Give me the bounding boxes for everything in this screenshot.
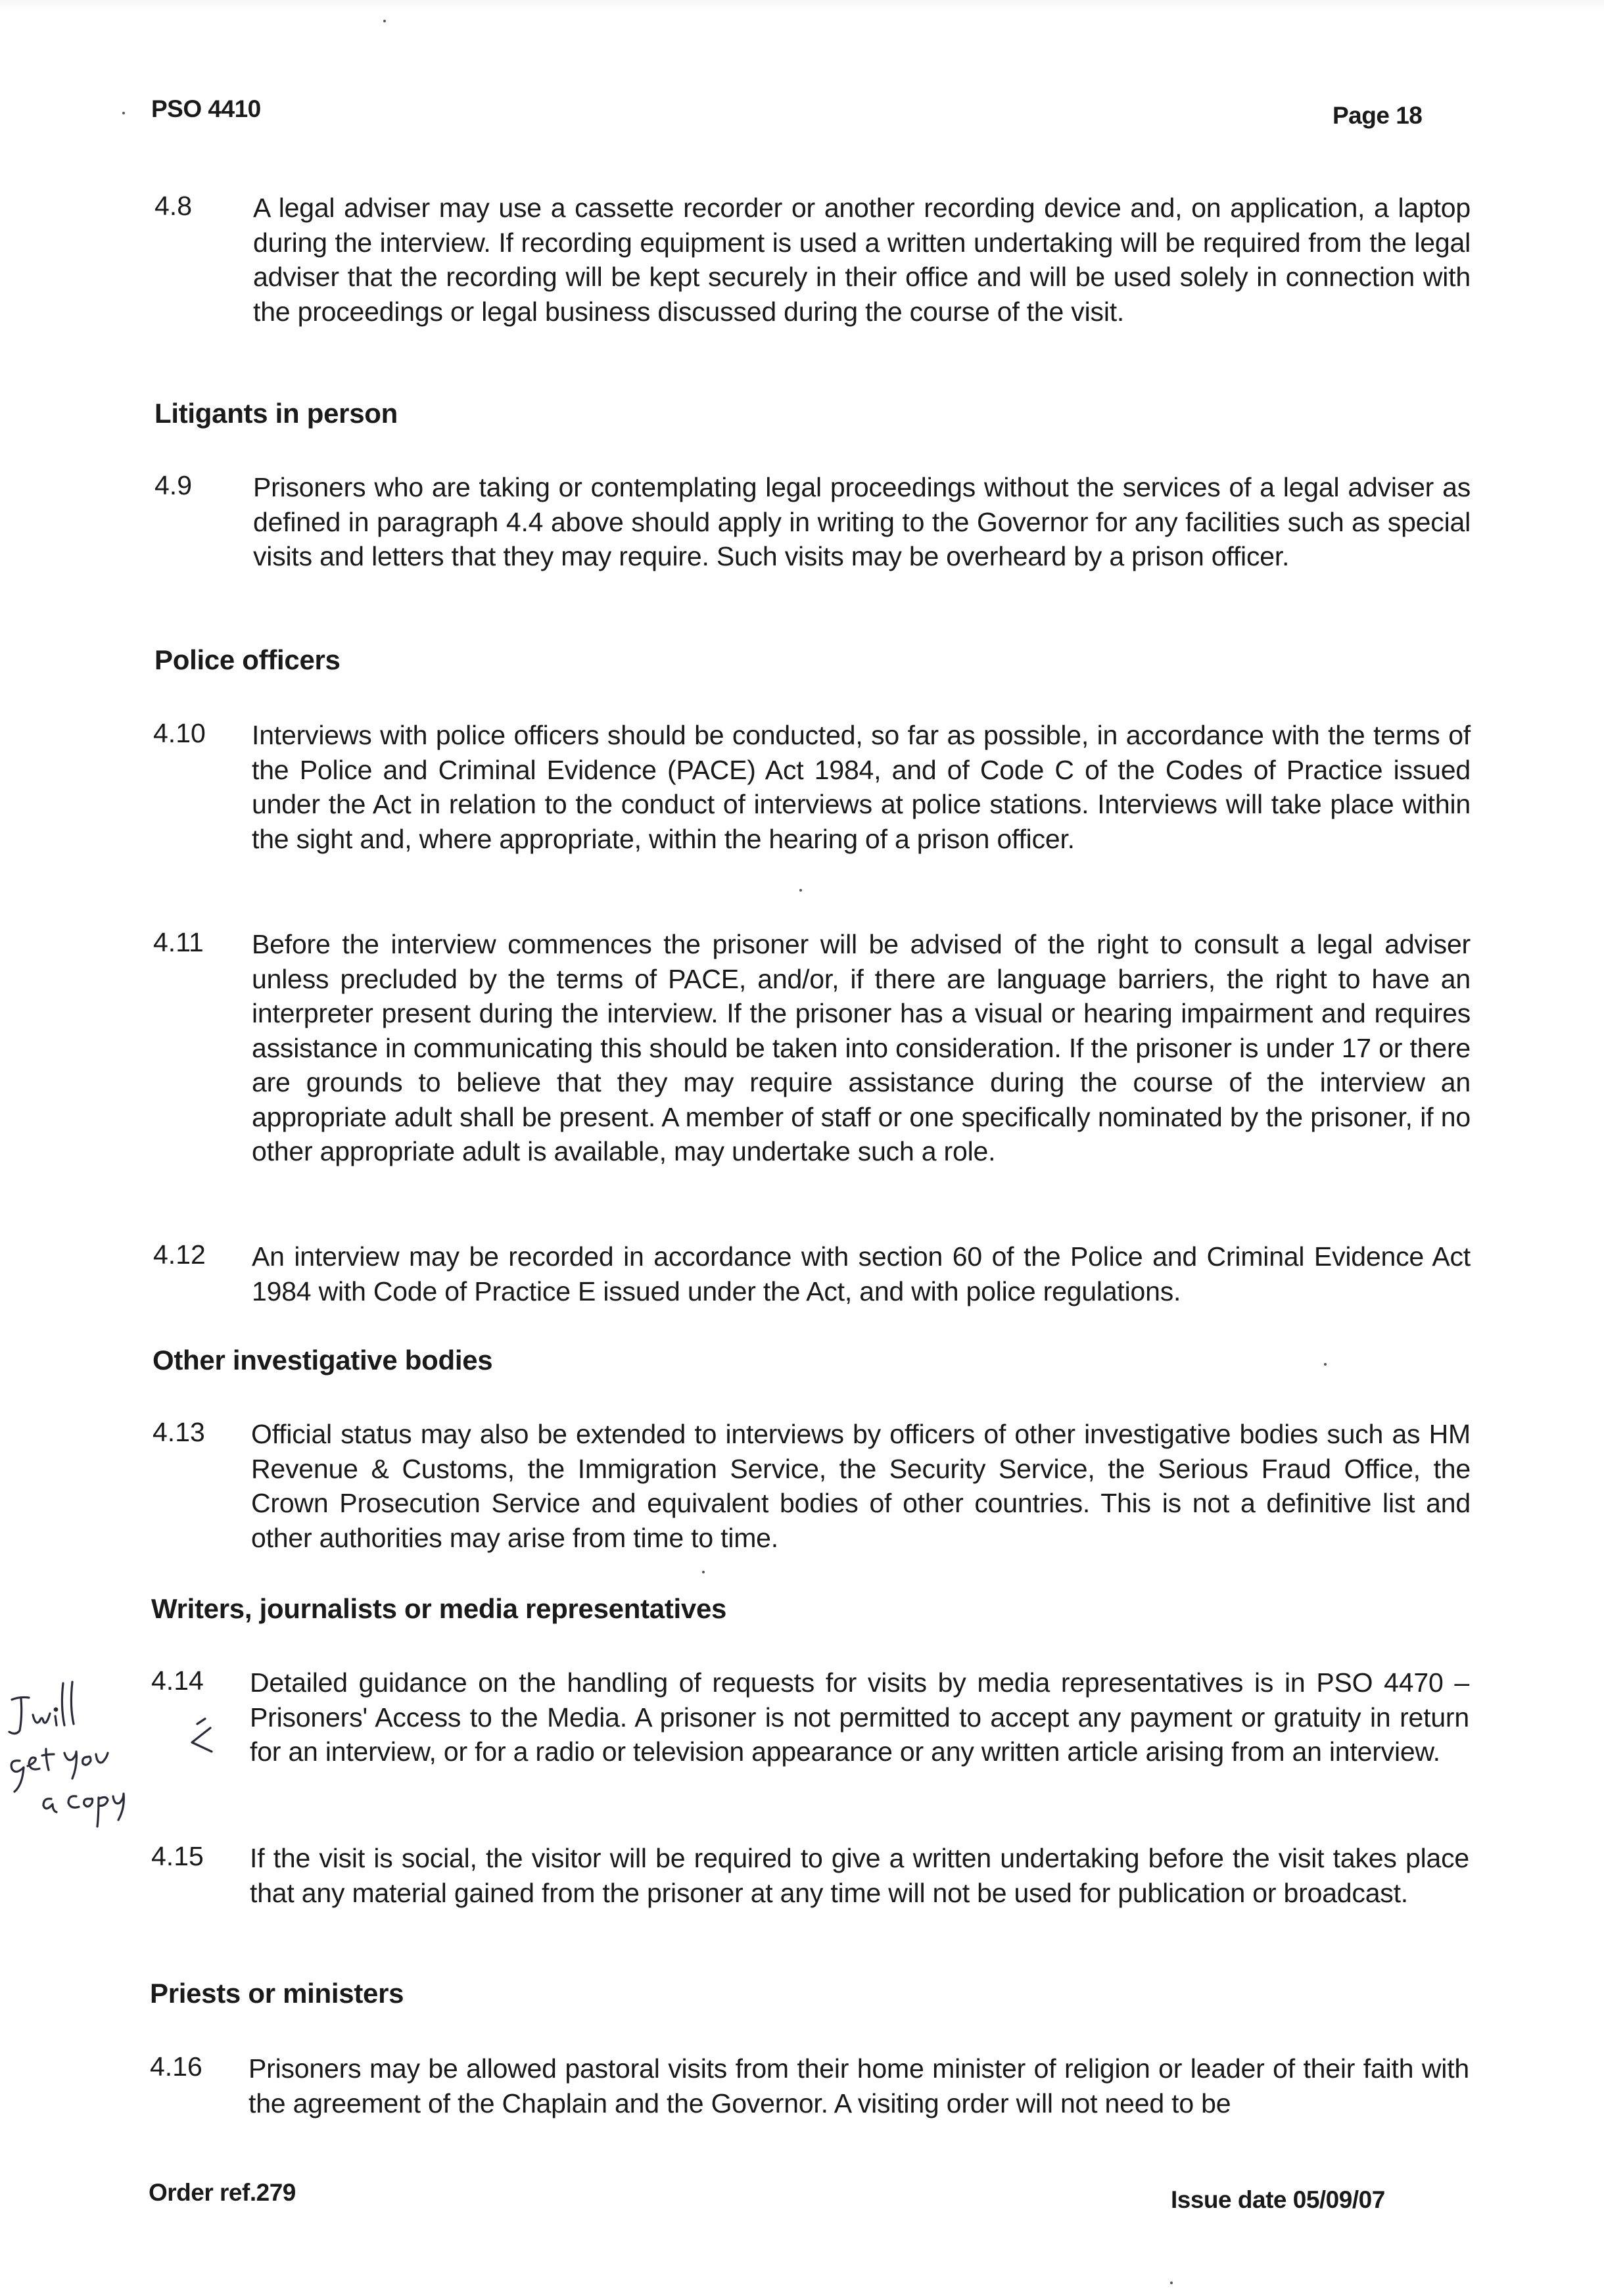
paragraph-number-4-13: 4.13 xyxy=(153,1417,205,1447)
paragraph-4-16: Prisoners may be allowed pastoral visits from their home minister of religion or leader of their faith with the agreement of the Chaplain and the Governor. A visiting order will not need to be xyxy=(248,2053,1469,2118)
scan-speck xyxy=(1170,2282,1173,2284)
scan-speck xyxy=(1324,1363,1327,1366)
paragraph-4-8: A legal adviser may use a cassette recorder or another recording device and, on application, a laptop during the interview. If recording equipment is used a written undertaking will be required from the legal adviser that the recording will be kept securely in their office and will be used solely in connection with the proceedings or legal business discussed during the course of the visit. xyxy=(253,193,1471,327)
scan-speck xyxy=(383,20,386,22)
heading-litigants-in-person: Litigants in person xyxy=(154,398,398,429)
document-id: PSO 4410 xyxy=(151,95,261,122)
page-number: Page 18 xyxy=(1333,102,1423,129)
paragraph-4-12: An interview may be recorded in accordance with section 60 of the Police and Criminal Evidence Act 1984 with Code of Practice E issued under the Act, and with police regulations. xyxy=(252,1241,1471,1306)
handwritten-note xyxy=(0,1644,224,1841)
heading-priests-or-ministers: Priests or ministers xyxy=(150,1978,404,2009)
paragraph-4-13: Official status may also be extended to interviews by officers of other investigative bodies such as HM Revenue & Customs, the Immigration Service, the Security Service, the Serious Fraud Office, the Crown Prosecution Service and equivalent bodies of other countries. This is not a definitive list and other authorities may arise from time to time. xyxy=(251,1419,1471,1553)
paragraph-number-4-10: 4.10 xyxy=(153,718,206,748)
paragraph-number-4-14: 4.14 xyxy=(151,1665,204,1696)
heading-police-officers: Police officers xyxy=(154,644,341,675)
paragraph-number-4-8: 4.8 xyxy=(154,191,192,221)
paragraph-number-4-15: 4.15 xyxy=(151,1841,204,1871)
heading-writers-journalists-media: Writers, journalists or media representatives xyxy=(151,1593,727,1624)
paragraph-number-4-16: 4.16 xyxy=(150,2051,202,2082)
scan-speck xyxy=(799,889,802,892)
paragraph-4-15: If the visit is social, the visitor will be required to give a written undertaking before the visit takes place that any material gained from the prisoner at any time will not be used for publication or broadcast. xyxy=(250,1843,1469,1908)
scan-speck xyxy=(702,1571,705,1573)
scan-speck xyxy=(122,112,125,114)
paragraph-number-4-11: 4.11 xyxy=(153,927,204,957)
paragraph-4-11: Before the interview commences the prisoner will be advised of the right to consult a legal adviser unless precluded by the terms of PACE, and/or, if there are language barriers, the right to have an interpreter present during the interview. If the prisoner has a visual or hearing impairment and requires assistance in communicating this should be taken into consideration. If the prisoner is under 17 or there are grounds to believe that they may require assistance during the course of the interview an appropriate adult shall be present. A member of staff or one specifically nominated by the prisoner, if no other appropriate adult is available, may undertake such a role. xyxy=(252,929,1471,1166)
heading-other-investigative-bodies: Other investigative bodies xyxy=(153,1345,493,1375)
paragraph-4-14: Detailed guidance on the handling of requests for visits by media representatives is in PSO 4470 – Prisoners' Access to the Media. A prisoner is not permitted to accept any payment or gratuity in return for an interview, or for a radio or television appearance or any written article arising from an interview. xyxy=(250,1667,1469,1767)
paragraph-number-4-12: 4.12 xyxy=(153,1239,206,1270)
paragraph-number-4-9: 4.9 xyxy=(154,470,192,500)
issue-date: Issue date 05/09/07 xyxy=(1171,2186,1385,2213)
paragraph-4-9: Prisoners who are taking or contemplating legal proceedings without the services of a legal adviser as defined in paragraph 4.4 above should apply in writing to the Governor for any facilities such as special visits and letters that they may require. Such visits may be overheard by a prison officer. xyxy=(253,472,1471,571)
paragraph-4-10: Interviews with police officers should be conducted, so far as possible, in accordance with the terms of the Police and Criminal Evidence (PACE) Act 1984, and of Code C of the Codes of Practice issued under the Act in relation to the conduct of interviews at police stations. Interviews will take place within the sight and, where appropriate, within the hearing of a prison officer. xyxy=(252,720,1471,854)
order-reference: Order ref.279 xyxy=(149,2179,296,2206)
